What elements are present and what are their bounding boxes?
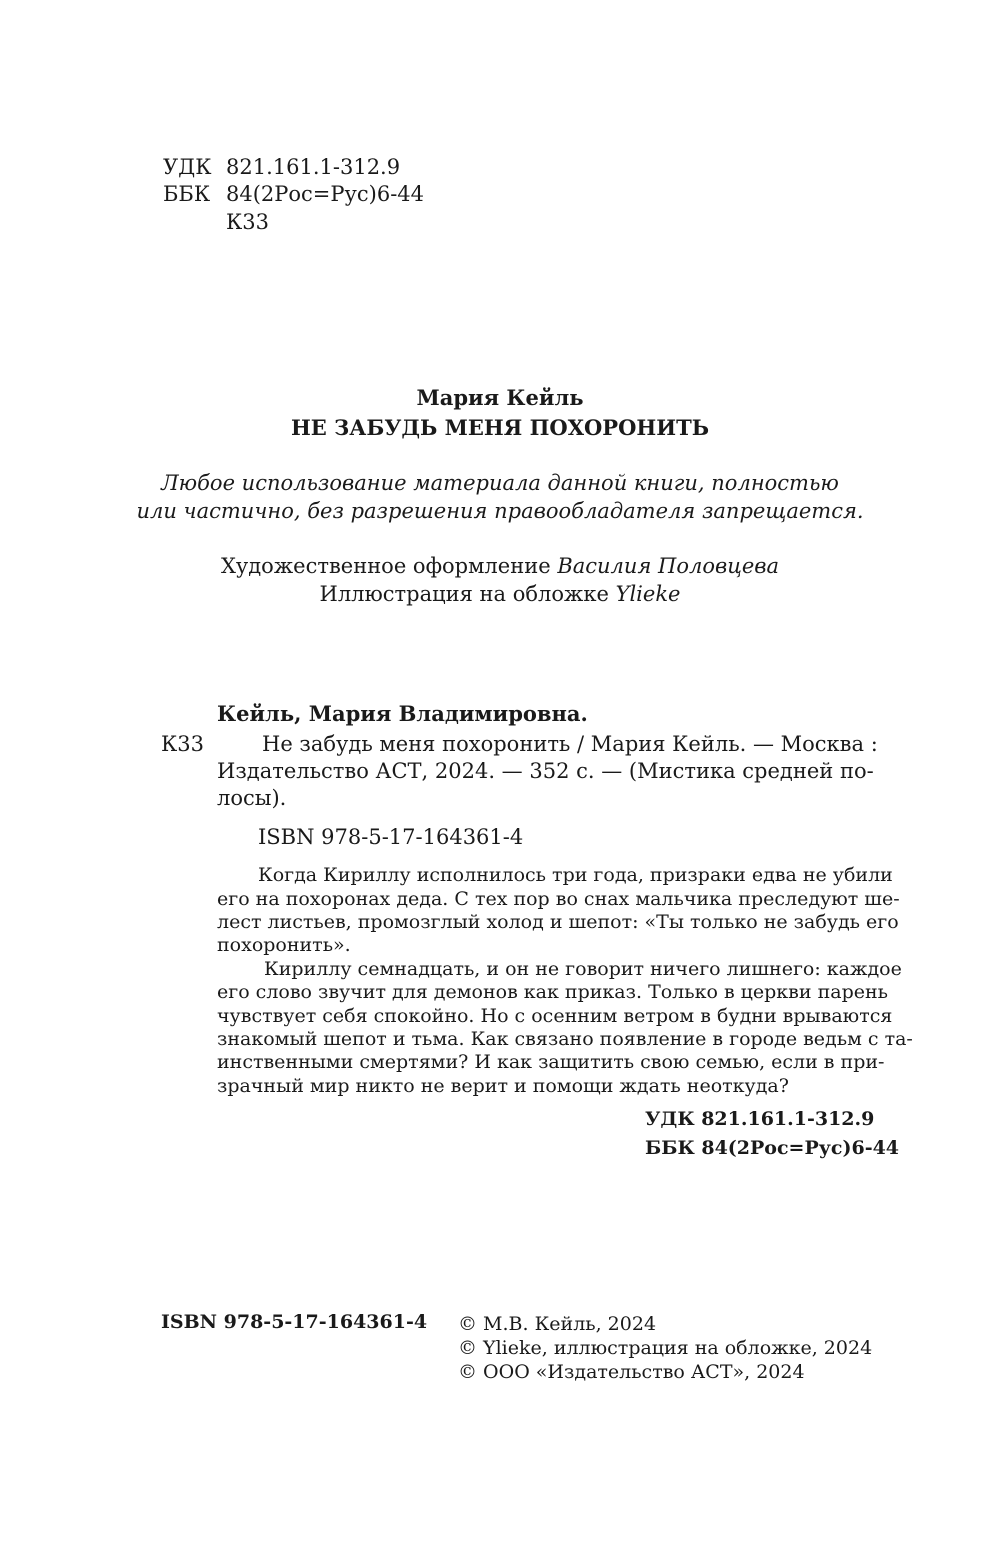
bib-line-3: лосы). — [217, 786, 287, 810]
illustration-label: Иллюстрация на обложке — [319, 582, 609, 606]
book-author: Мария Кейль — [416, 385, 584, 410]
design-label: Художественное оформление — [220, 554, 551, 578]
annotation-line-8: знакомый шепот и тьма. Как связано появление в городе ведьм с та- — [217, 1028, 913, 1050]
notice-line-1: Любое использование материала данной книги, полностью — [161, 471, 839, 495]
book-title: НЕ ЗАБУДЬ МЕНЯ ПОХОРОНИТЬ — [290, 415, 710, 440]
bib-line-1: Не забудь меня похоронить / Мария Кейль. — Москва : — [262, 732, 878, 756]
bbk-value: 84(2Рос=Рус)6-44 — [226, 182, 425, 206]
bbk-label: ББК — [163, 182, 211, 206]
annotation-line-3: лест листьев, промозглый холод и шепот: «Ты только не забудь его — [217, 911, 899, 933]
bib-author-heading: Кейль, Мария Владимировна. — [217, 701, 588, 726]
annotation-line-7: чувствует себя спокойно. Но с осенним ветром в будни врываются — [217, 1005, 893, 1027]
copyright-illustration: © Ylieke, иллюстрация на обложке, 2024 — [458, 1337, 873, 1359]
bbk-row — [163, 181, 424, 207]
bib-code: К33 — [161, 732, 204, 756]
illustration-credit — [0, 580, 1000, 608]
annotation-line-5: Кириллу семнадцать, и он не говорит ничего лишнего: каждое — [264, 958, 902, 980]
footer-isbn: ISBN 978-5-17-164361-4 — [161, 1311, 428, 1333]
notice-line-2: или частично, без разрешения правообладателя запрещается. — [136, 499, 864, 523]
designer-name: Василия Половцева — [557, 554, 780, 578]
design-credit — [0, 552, 1000, 580]
bbk-code-right: ББК 84(2Рос=Рус)6-44 — [645, 1137, 900, 1159]
author-mark: К33 — [226, 210, 269, 234]
annotation-line-4: похоронить». — [217, 934, 351, 956]
annotation-line-10: зрачный мир никто не верит и помощи ждать неоткуда? — [217, 1075, 789, 1097]
author-mark-row — [163, 209, 269, 235]
udk-label: УДК — [163, 155, 212, 179]
copyright-author: © М.В. Кейль, 2024 — [458, 1313, 657, 1335]
illustrator-name: Ylieke — [615, 582, 681, 606]
bib-isbn: ISBN 978-5-17-164361-4 — [258, 825, 524, 849]
bib-line-2: Издательство АСТ, 2024. — 352 с. — (Мистика средней по- — [217, 759, 874, 783]
annotation-line-6: его слово звучит для демонов как приказ. Только в церкви парень — [217, 981, 888, 1003]
copyright-publisher: © ООО «Издательство АСТ», 2024 — [458, 1361, 805, 1383]
annotation-line-1: Когда Кириллу исполнилось три года, призраки едва не убили — [258, 864, 893, 886]
udk-row — [163, 154, 400, 180]
udk-value: 821.161.1-312.9 — [226, 155, 401, 179]
annotation-line-2: его на похоронах деда. С тех пор во снах мальчика преследуют ше- — [217, 888, 900, 910]
udk-code-right: УДК 821.161.1-312.9 — [645, 1108, 875, 1130]
annotation-line-9: инственными смертями? И как защитить свою семью, если в при- — [217, 1051, 885, 1073]
